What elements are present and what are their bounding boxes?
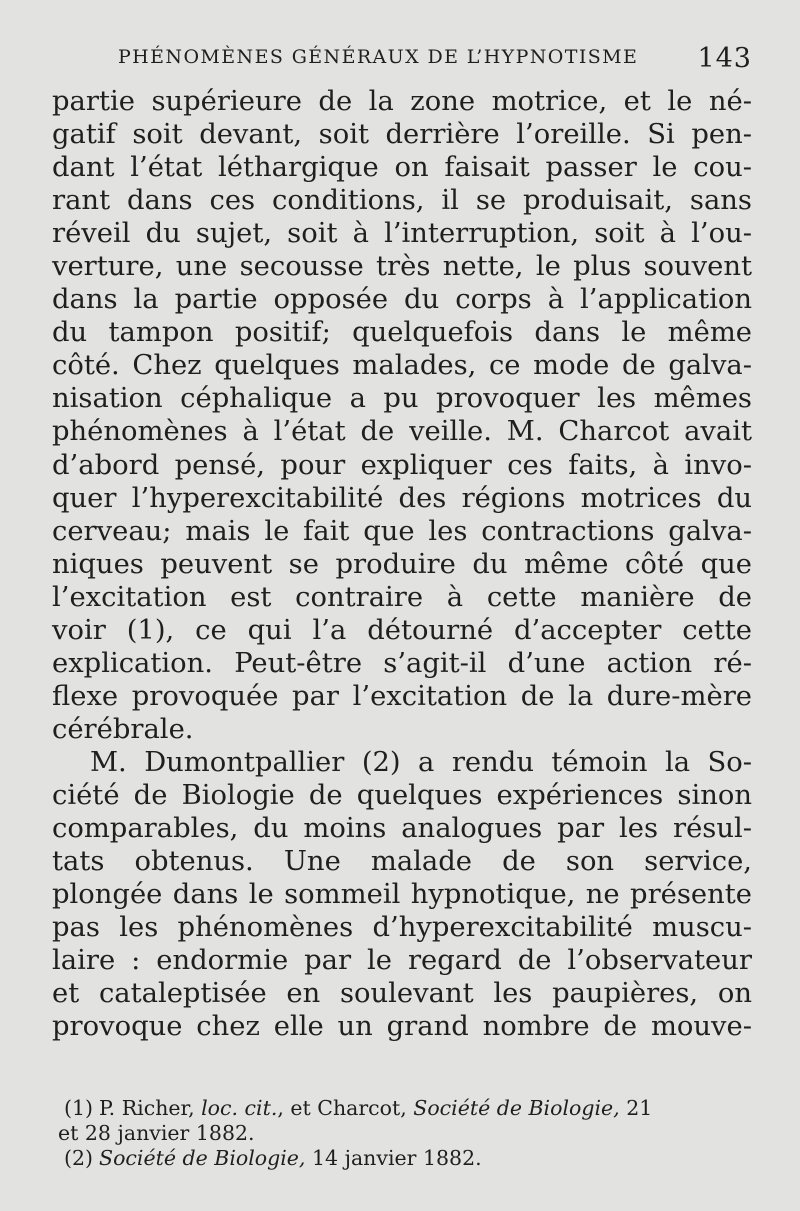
running-header	[118, 43, 760, 74]
text-line: quer l’hyperexcitabilité des régions motrices du	[52, 482, 752, 514]
footnote-journal: Société de Biologie,	[413, 1096, 620, 1120]
text-line: d’abord pensé, pour expliquer ces faits, à invo-	[52, 449, 752, 481]
text-line: dans la partie opposée du corps à l’application	[52, 284, 752, 316]
text-line: côté. Chez quelques malades, ce mode de galva-	[52, 350, 752, 382]
text-line: plongée dans le sommeil hypnotique, ne présente	[52, 879, 752, 911]
text-line: flexe provoquée par l’excitation de la dure-mère	[52, 680, 752, 712]
text-line: rant dans ces conditions, il se produisait, sans	[52, 185, 752, 217]
body-text	[52, 85, 752, 1043]
footnote-1	[64, 1096, 756, 1121]
text-line: dant l’état léthargique on faisait passer le cou-	[52, 152, 752, 184]
footnote-citation: loc. cit.	[201, 1096, 278, 1120]
footnote-journal: Société de Biologie,	[99, 1146, 306, 1170]
running-title: PHÉNOMÈNES GÉNÉRAUX DE L’HYPNOTISME	[118, 46, 639, 68]
text-line: et cataleptisée en soulevant les paupières, on	[52, 978, 752, 1010]
text-line: laire : endormie par le regard de l’observateur	[52, 945, 752, 977]
text-line: réveil du sujet, soit à l’interruption, soit à l’ou-	[52, 218, 752, 250]
footnote-text: P. Richer,	[99, 1096, 195, 1120]
text-line: partie supérieure de la zone motrice, et le né-	[52, 86, 752, 117]
text-line: explication. Peut-être s’agit-il d’une action ré-	[52, 647, 752, 679]
text-line: comparables, du moins analogues par les résul-	[52, 813, 752, 845]
footnote-1-continued: et 28 janvier 1882.	[58, 1121, 255, 1145]
text-line: cerveau; mais le fait que les contractions galva-	[52, 515, 752, 547]
footnote-text: 21	[626, 1096, 653, 1120]
text-line: gatif soit devant, soit derrière l’oreille. Si pen-	[52, 119, 752, 151]
text-line: cérébrale.	[52, 713, 194, 745]
text-line: phénomènes à l’état de veille. M. Charcot avait	[52, 416, 752, 448]
text-line: l’excitation est contraire à cette manière de	[52, 581, 752, 613]
text-line: verture, une secousse très nette, le plus souvent	[52, 251, 752, 283]
footnote-number: (2)	[64, 1146, 94, 1170]
footnote-text: 14 janvier 1882.	[311, 1146, 482, 1170]
text-line: ciété de Biologie de quelques expériences sinon	[52, 779, 752, 811]
text-line: du tampon positif; quelquefois dans le même	[52, 317, 752, 349]
text-line: nisation céphalique a pu provoquer les mêmes	[52, 383, 752, 415]
footnote-number: (1)	[64, 1096, 94, 1120]
footnote-2	[64, 1146, 756, 1171]
text-line: tats obtenus. Une malade de son service,	[52, 846, 752, 878]
footnotes	[58, 1096, 756, 1171]
text-line: niques peuvent se produire du même côté que	[52, 548, 752, 580]
page-number: 143	[697, 43, 752, 74]
text-line: voir (1), ce qui l’a détourné d’accepter cette	[52, 614, 752, 646]
text-line: M. Dumontpallier (2) a rendu témoin la So-	[90, 746, 752, 778]
text-line: pas les phénomènes d’hyperexcitabilité muscu-	[52, 912, 752, 944]
text-line: provoque chez elle un grand nombre de mouve-	[52, 1011, 752, 1043]
footnote-text: , et Charcot,	[277, 1096, 407, 1120]
